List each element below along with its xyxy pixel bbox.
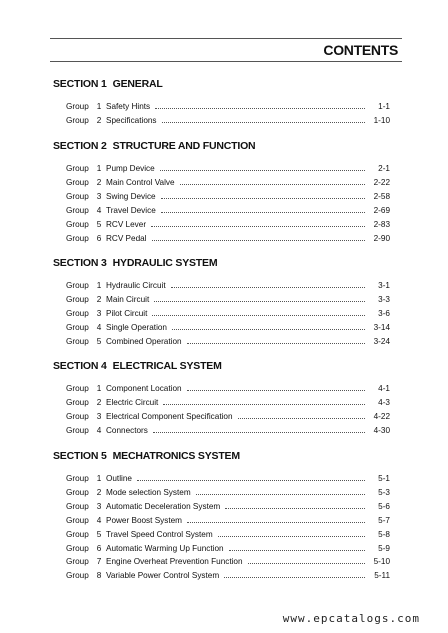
toc-entry[interactable] bbox=[66, 162, 390, 174]
section-heading bbox=[53, 257, 217, 269]
toc-entry[interactable] bbox=[66, 542, 390, 554]
group-label: Group bbox=[66, 501, 89, 511]
dot-leader bbox=[187, 382, 365, 391]
page-number: 5-6 bbox=[378, 501, 390, 511]
dot-leader bbox=[172, 321, 365, 330]
section-heading bbox=[53, 78, 163, 90]
group-label: Group bbox=[66, 529, 89, 539]
group-number: 2 bbox=[96, 177, 102, 187]
toc-entry[interactable] bbox=[66, 293, 390, 305]
section-number: SECTION 2 bbox=[53, 140, 107, 152]
group-label: Group bbox=[66, 515, 89, 525]
entry-title: Main Circuit bbox=[106, 294, 150, 304]
entry-title: Swing Device bbox=[106, 191, 156, 201]
group-number: 1 bbox=[96, 474, 102, 483]
section-heading bbox=[53, 360, 222, 372]
toc-entry[interactable] bbox=[66, 472, 390, 484]
section-title: HYDRAULIC SYSTEM bbox=[112, 257, 218, 269]
group-label: Group bbox=[66, 191, 89, 201]
page-number: 2-1 bbox=[378, 164, 390, 173]
section-title: STRUCTURE AND FUNCTION bbox=[112, 140, 256, 152]
group-label: Group bbox=[66, 294, 89, 304]
page-number: 2-22 bbox=[373, 177, 390, 187]
dot-leader bbox=[161, 204, 365, 213]
entry-title: Pilot Circuit bbox=[106, 308, 148, 318]
dot-leader bbox=[155, 100, 365, 109]
toc-entry[interactable] bbox=[66, 486, 390, 498]
dot-leader bbox=[154, 293, 365, 302]
contents-header-bar bbox=[50, 38, 402, 62]
page-number: 3-14 bbox=[373, 322, 390, 332]
group-label: Group bbox=[66, 322, 89, 332]
section-heading bbox=[53, 450, 240, 462]
group-number: 5 bbox=[96, 336, 102, 346]
group-number: 3 bbox=[96, 501, 102, 511]
page-number: 5-9 bbox=[378, 543, 390, 553]
entry-title: Electric Circuit bbox=[106, 397, 159, 407]
group-label: Group bbox=[66, 177, 89, 187]
group-label: Group bbox=[66, 543, 89, 553]
page-number: 2-83 bbox=[373, 219, 390, 229]
page-number: 1-10 bbox=[373, 115, 390, 125]
group-number: 1 bbox=[96, 164, 102, 173]
group-label: Group bbox=[66, 571, 89, 581]
page-number: 5-3 bbox=[378, 487, 390, 497]
entry-title: RCV Pedal bbox=[106, 233, 147, 243]
group-number: 1 bbox=[96, 281, 102, 290]
page-number: 4-30 bbox=[373, 425, 390, 435]
toc-entry[interactable] bbox=[66, 396, 390, 408]
group-number: 1 bbox=[96, 102, 102, 111]
group-label: Group bbox=[66, 308, 89, 318]
entry-title: Automatic Deceleration System bbox=[106, 501, 221, 511]
section-number: SECTION 5 bbox=[53, 450, 107, 462]
group-number: 2 bbox=[96, 397, 102, 407]
page-title: CONTENTS bbox=[323, 42, 398, 58]
group-label: Group bbox=[66, 164, 89, 173]
page-number: 2-90 bbox=[373, 233, 390, 243]
group-number: 6 bbox=[96, 543, 102, 553]
entry-title: Pump Device bbox=[106, 164, 155, 173]
page-number: 3-6 bbox=[378, 308, 390, 318]
group-number: 3 bbox=[96, 191, 102, 201]
page-number: 5-11 bbox=[374, 571, 390, 581]
page-number: 4-1 bbox=[378, 384, 390, 393]
toc-entry[interactable] bbox=[66, 500, 390, 512]
group-label: Group bbox=[66, 102, 89, 111]
toc-entry[interactable] bbox=[66, 321, 390, 333]
toc-entry[interactable] bbox=[66, 279, 390, 291]
dot-leader bbox=[137, 472, 365, 481]
toc-entry[interactable] bbox=[66, 190, 390, 202]
toc-entry[interactable] bbox=[66, 218, 390, 230]
group-number: 4 bbox=[96, 205, 102, 215]
dot-leader bbox=[225, 500, 365, 509]
group-number: 6 bbox=[96, 233, 102, 243]
group-label: Group bbox=[66, 474, 89, 483]
dot-leader bbox=[161, 190, 365, 199]
page-number: 1-1 bbox=[378, 102, 390, 111]
group-number: 1 bbox=[96, 384, 102, 393]
entry-title: Electrical Component Specification bbox=[106, 411, 233, 421]
toc-entry[interactable] bbox=[66, 528, 390, 540]
entry-title: Combined Operation bbox=[106, 336, 182, 346]
toc-entry[interactable] bbox=[66, 424, 390, 436]
toc-entry[interactable] bbox=[66, 176, 390, 188]
section-number: SECTION 1 bbox=[53, 78, 107, 90]
dot-leader bbox=[218, 528, 365, 537]
toc-entry[interactable] bbox=[66, 382, 390, 394]
page-number: 5-1 bbox=[378, 474, 390, 483]
section-title: MECHATRONICS SYSTEM bbox=[112, 450, 240, 462]
group-label: Group bbox=[66, 384, 89, 393]
section-title: GENERAL bbox=[112, 78, 163, 90]
dot-leader bbox=[160, 162, 365, 171]
page-number: 4-3 bbox=[378, 397, 390, 407]
toc-entry[interactable] bbox=[66, 410, 390, 422]
dot-leader bbox=[151, 218, 365, 227]
entry-title: Mode selection System bbox=[106, 487, 191, 497]
toc-entry[interactable] bbox=[66, 204, 390, 216]
entry-title: Connectors bbox=[106, 425, 148, 435]
group-label: Group bbox=[66, 219, 89, 229]
page-number: 2-69 bbox=[373, 205, 390, 215]
group-label: Group bbox=[66, 425, 89, 435]
dot-leader bbox=[171, 279, 365, 288]
entry-title: Travel Device bbox=[106, 205, 156, 215]
entry-title: Safety Hints bbox=[106, 102, 151, 111]
entry-title: Component Location bbox=[106, 384, 182, 393]
group-label: Group bbox=[66, 115, 89, 125]
toc-entry[interactable] bbox=[66, 569, 390, 581]
entry-title: Specifications bbox=[106, 115, 157, 125]
group-label: Group bbox=[66, 205, 89, 215]
group-number: 2 bbox=[96, 487, 102, 497]
dot-leader bbox=[187, 514, 365, 523]
page-number: 3-24 bbox=[373, 336, 390, 346]
group-number: 2 bbox=[96, 294, 102, 304]
page-number: 3-3 bbox=[378, 294, 390, 304]
dot-leader bbox=[187, 335, 365, 344]
group-label: Group bbox=[66, 557, 89, 567]
entry-title: Main Control Valve bbox=[106, 177, 175, 187]
dot-leader bbox=[163, 396, 365, 405]
dot-leader bbox=[229, 542, 365, 551]
dot-leader bbox=[152, 307, 365, 316]
page-number: 4-22 bbox=[373, 411, 390, 421]
group-label: Group bbox=[66, 233, 89, 243]
toc-entry[interactable] bbox=[66, 514, 390, 526]
group-number: 4 bbox=[96, 322, 102, 332]
entry-title: Travel Speed Control System bbox=[106, 529, 213, 539]
group-number: 3 bbox=[96, 308, 102, 318]
toc-entry[interactable] bbox=[66, 555, 390, 567]
group-number: 2 bbox=[96, 115, 102, 125]
dot-leader bbox=[153, 424, 365, 433]
group-number: 4 bbox=[96, 515, 102, 525]
entry-title: Engine Overheat Prevention Function bbox=[106, 557, 243, 567]
page-number: 3-1 bbox=[378, 281, 390, 290]
watermark-text: www.epcatalogs.com bbox=[282, 612, 420, 625]
page-number: 5-10 bbox=[373, 557, 390, 567]
entry-title: Single Operation bbox=[106, 322, 167, 332]
dot-leader bbox=[180, 176, 365, 185]
group-number: 4 bbox=[96, 425, 102, 435]
entry-title: Outline bbox=[106, 474, 132, 483]
entry-title: Power Boost System bbox=[106, 515, 182, 525]
group-label: Group bbox=[66, 397, 89, 407]
dot-leader bbox=[152, 232, 365, 241]
page-number: 2-58 bbox=[373, 191, 390, 201]
dot-leader bbox=[224, 569, 365, 578]
group-label: Group bbox=[66, 487, 89, 497]
group-number: 5 bbox=[96, 219, 102, 229]
section-number: SECTION 4 bbox=[53, 360, 107, 372]
group-label: Group bbox=[66, 281, 89, 290]
group-number: 8 bbox=[96, 571, 102, 581]
toc-entry[interactable] bbox=[66, 100, 390, 112]
group-label: Group bbox=[66, 336, 89, 346]
section-number: SECTION 3 bbox=[53, 257, 107, 269]
entry-title: Variable Power Control System bbox=[106, 571, 220, 581]
toc-entry[interactable] bbox=[66, 335, 390, 347]
group-number: 5 bbox=[96, 529, 102, 539]
dot-leader bbox=[238, 410, 365, 419]
page-number: 5-7 bbox=[378, 515, 390, 525]
toc-entry[interactable] bbox=[66, 114, 390, 126]
entry-title: Hydraulic Circuit bbox=[106, 281, 166, 290]
toc-entry[interactable] bbox=[66, 232, 390, 244]
dot-leader bbox=[248, 555, 365, 564]
group-number: 3 bbox=[96, 411, 102, 421]
entry-title: RCV Lever bbox=[106, 219, 147, 229]
entry-title: Automatic Warming Up Function bbox=[106, 543, 224, 553]
section-heading bbox=[53, 140, 255, 152]
group-number: 7 bbox=[96, 557, 102, 567]
section-title: ELECTRICAL SYSTEM bbox=[112, 360, 222, 372]
toc-entry[interactable] bbox=[66, 307, 390, 319]
group-label: Group bbox=[66, 411, 89, 421]
page-number: 5-8 bbox=[378, 529, 390, 539]
dot-leader bbox=[162, 114, 365, 123]
dot-leader bbox=[196, 486, 365, 495]
